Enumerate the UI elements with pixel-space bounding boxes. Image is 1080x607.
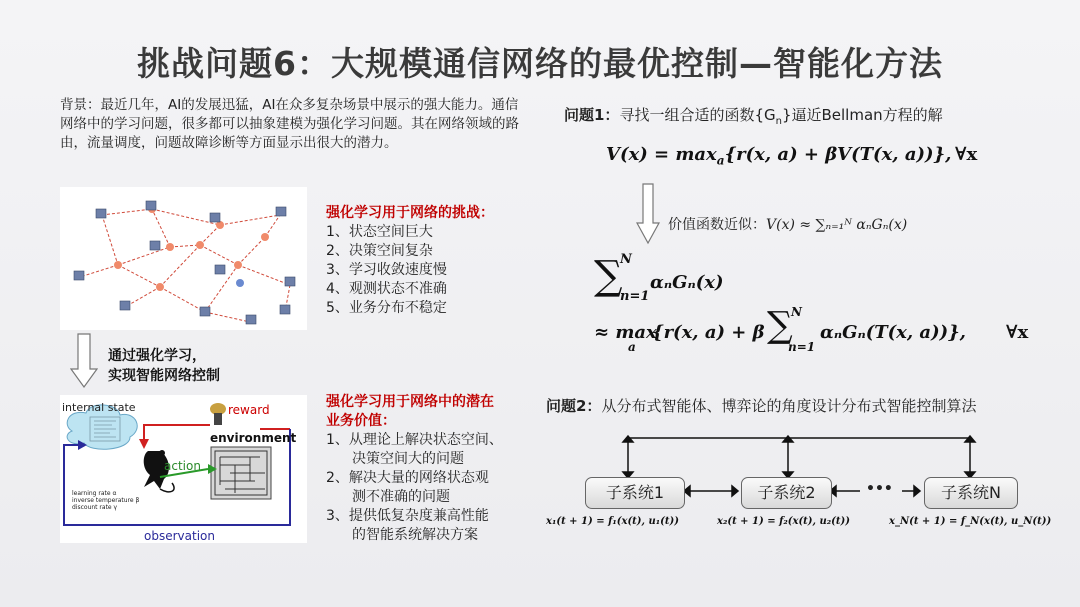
challenge-item: 3、学习收敛速度慢: [326, 262, 447, 278]
arrow-label-line: 实现智能网络控制: [108, 368, 220, 384]
rl-param: discount rate γ: [72, 504, 118, 511]
challenges-section: [326, 204, 494, 318]
background-text: 背景：最近几年，AI的发展迅猛，AI在众多复杂场景中展示的强大能力。通信网络中的学习问题，很多都可以抽象建模为强化学习问题。其在网络领域的路由，流量调度，问题故障诊断等方面显示出很大的潜力。: [60, 97, 519, 151]
arrow-label: [108, 346, 220, 386]
network-topology-image: [60, 187, 307, 330]
dynamics-1: x₁(t + 1) = f₁(x(t), u₁(t)): [546, 516, 679, 527]
sum-symbol-2: ∑: [767, 305, 793, 346]
observation-label: observation: [144, 529, 215, 543]
page-title: 挑战问题6：大规模通信网络的最优控制—智能化方法: [137, 44, 943, 83]
bellman-rhs: {r(x, a) + βV(T(x, a))},: [724, 144, 952, 165]
bellman-forall: ∀x: [955, 144, 978, 165]
bellman-equation: [606, 144, 951, 168]
environment-label: environment: [210, 431, 297, 445]
question-1-label: 问题1：: [564, 106, 620, 124]
rl-diagram: [60, 395, 307, 543]
sum-top: N: [620, 252, 632, 267]
sum-bottom: n=1: [620, 289, 650, 304]
dynamics-2: x₂(t + 1) = f₂(x(t), u₂(t)): [717, 516, 850, 527]
rl-param: learning rate α: [72, 490, 117, 497]
sum-top-2: N: [791, 305, 802, 319]
sum-expression: αₙGₙ(x): [650, 272, 724, 293]
approx-rhs-2: αₙGₙ(T(x, a))},: [820, 322, 966, 343]
question-2-text: 从分布式智能体、博弈论的角度设计分布式智能控制算法: [601, 397, 977, 415]
bellman-max-sub: a: [716, 153, 725, 168]
sum-symbol: ∑: [594, 253, 623, 299]
internal-state-label: internal state: [62, 401, 136, 414]
question-2-label: 问题2：: [546, 397, 602, 415]
question-1-text: 寻找一组合适的函数{G: [619, 106, 776, 124]
approx-rhs-1: {r(x, a) + β: [652, 322, 765, 343]
subsystem-2: 子系统2: [741, 477, 832, 509]
approx-line: [668, 214, 907, 234]
subsystem-1: 子系统1: [585, 477, 685, 509]
value-heading: 业务价值：: [326, 413, 396, 429]
value-item: 1、从理论上解决状态空间、: [326, 432, 503, 448]
value-item: 测不准确的问题: [352, 489, 450, 505]
subsystem-n: 子系统N: [924, 477, 1018, 509]
sum-bottom-2: n=1: [788, 340, 816, 354]
down-arrow-icon: [70, 333, 98, 389]
approx-max: ≈ max: [594, 322, 657, 343]
rl-param: inverse temperature β: [72, 497, 140, 504]
value-section: [326, 393, 503, 545]
challenge-item: 5、业务分布不稳定: [326, 300, 447, 316]
value-heading: 强化学习用于网络中的潜在: [326, 394, 494, 410]
approx-formula: V(x) ≈ ∑ₙ₌₁ᴺ αₙGₙ(x): [766, 217, 908, 233]
value-item: 2、解决大量的网络状态观: [326, 470, 489, 486]
challenge-item: 4、观测状态不准确: [326, 281, 447, 297]
arrow-label-line: 通过强化学习，: [108, 348, 206, 364]
value-item: 决策空间大的问题: [352, 451, 464, 467]
value-item: 3、提供低复杂度兼高性能: [326, 508, 489, 524]
challenges-heading: 强化学习用于网络的挑战：: [326, 205, 494, 221]
down-arrow-icon: [636, 183, 660, 245]
value-item: 的智能系统解决方案: [352, 527, 478, 543]
approx-forall: ∀x: [1006, 322, 1029, 343]
dynamics-n: x_N(t + 1) = f_N(x(t), u_N(t)): [889, 516, 1052, 527]
reward-label: reward: [228, 403, 270, 417]
challenge-item: 2、决策空间复杂: [326, 243, 433, 259]
question-1-text-2: }逼近Bellman方程的解: [781, 106, 943, 124]
question-2: [546, 395, 976, 416]
question-1: [564, 104, 943, 127]
approx-label: 价值函数近似：: [668, 217, 766, 233]
ellipsis: •••: [866, 481, 893, 497]
approx-max-sub: a: [628, 340, 636, 354]
challenge-item: 1、状态空间巨大: [326, 224, 433, 240]
bellman-lhs: V(x) = max: [606, 144, 717, 165]
rl-params: [72, 490, 139, 511]
question-1-sub: n: [775, 116, 782, 127]
action-label: action: [164, 459, 201, 473]
